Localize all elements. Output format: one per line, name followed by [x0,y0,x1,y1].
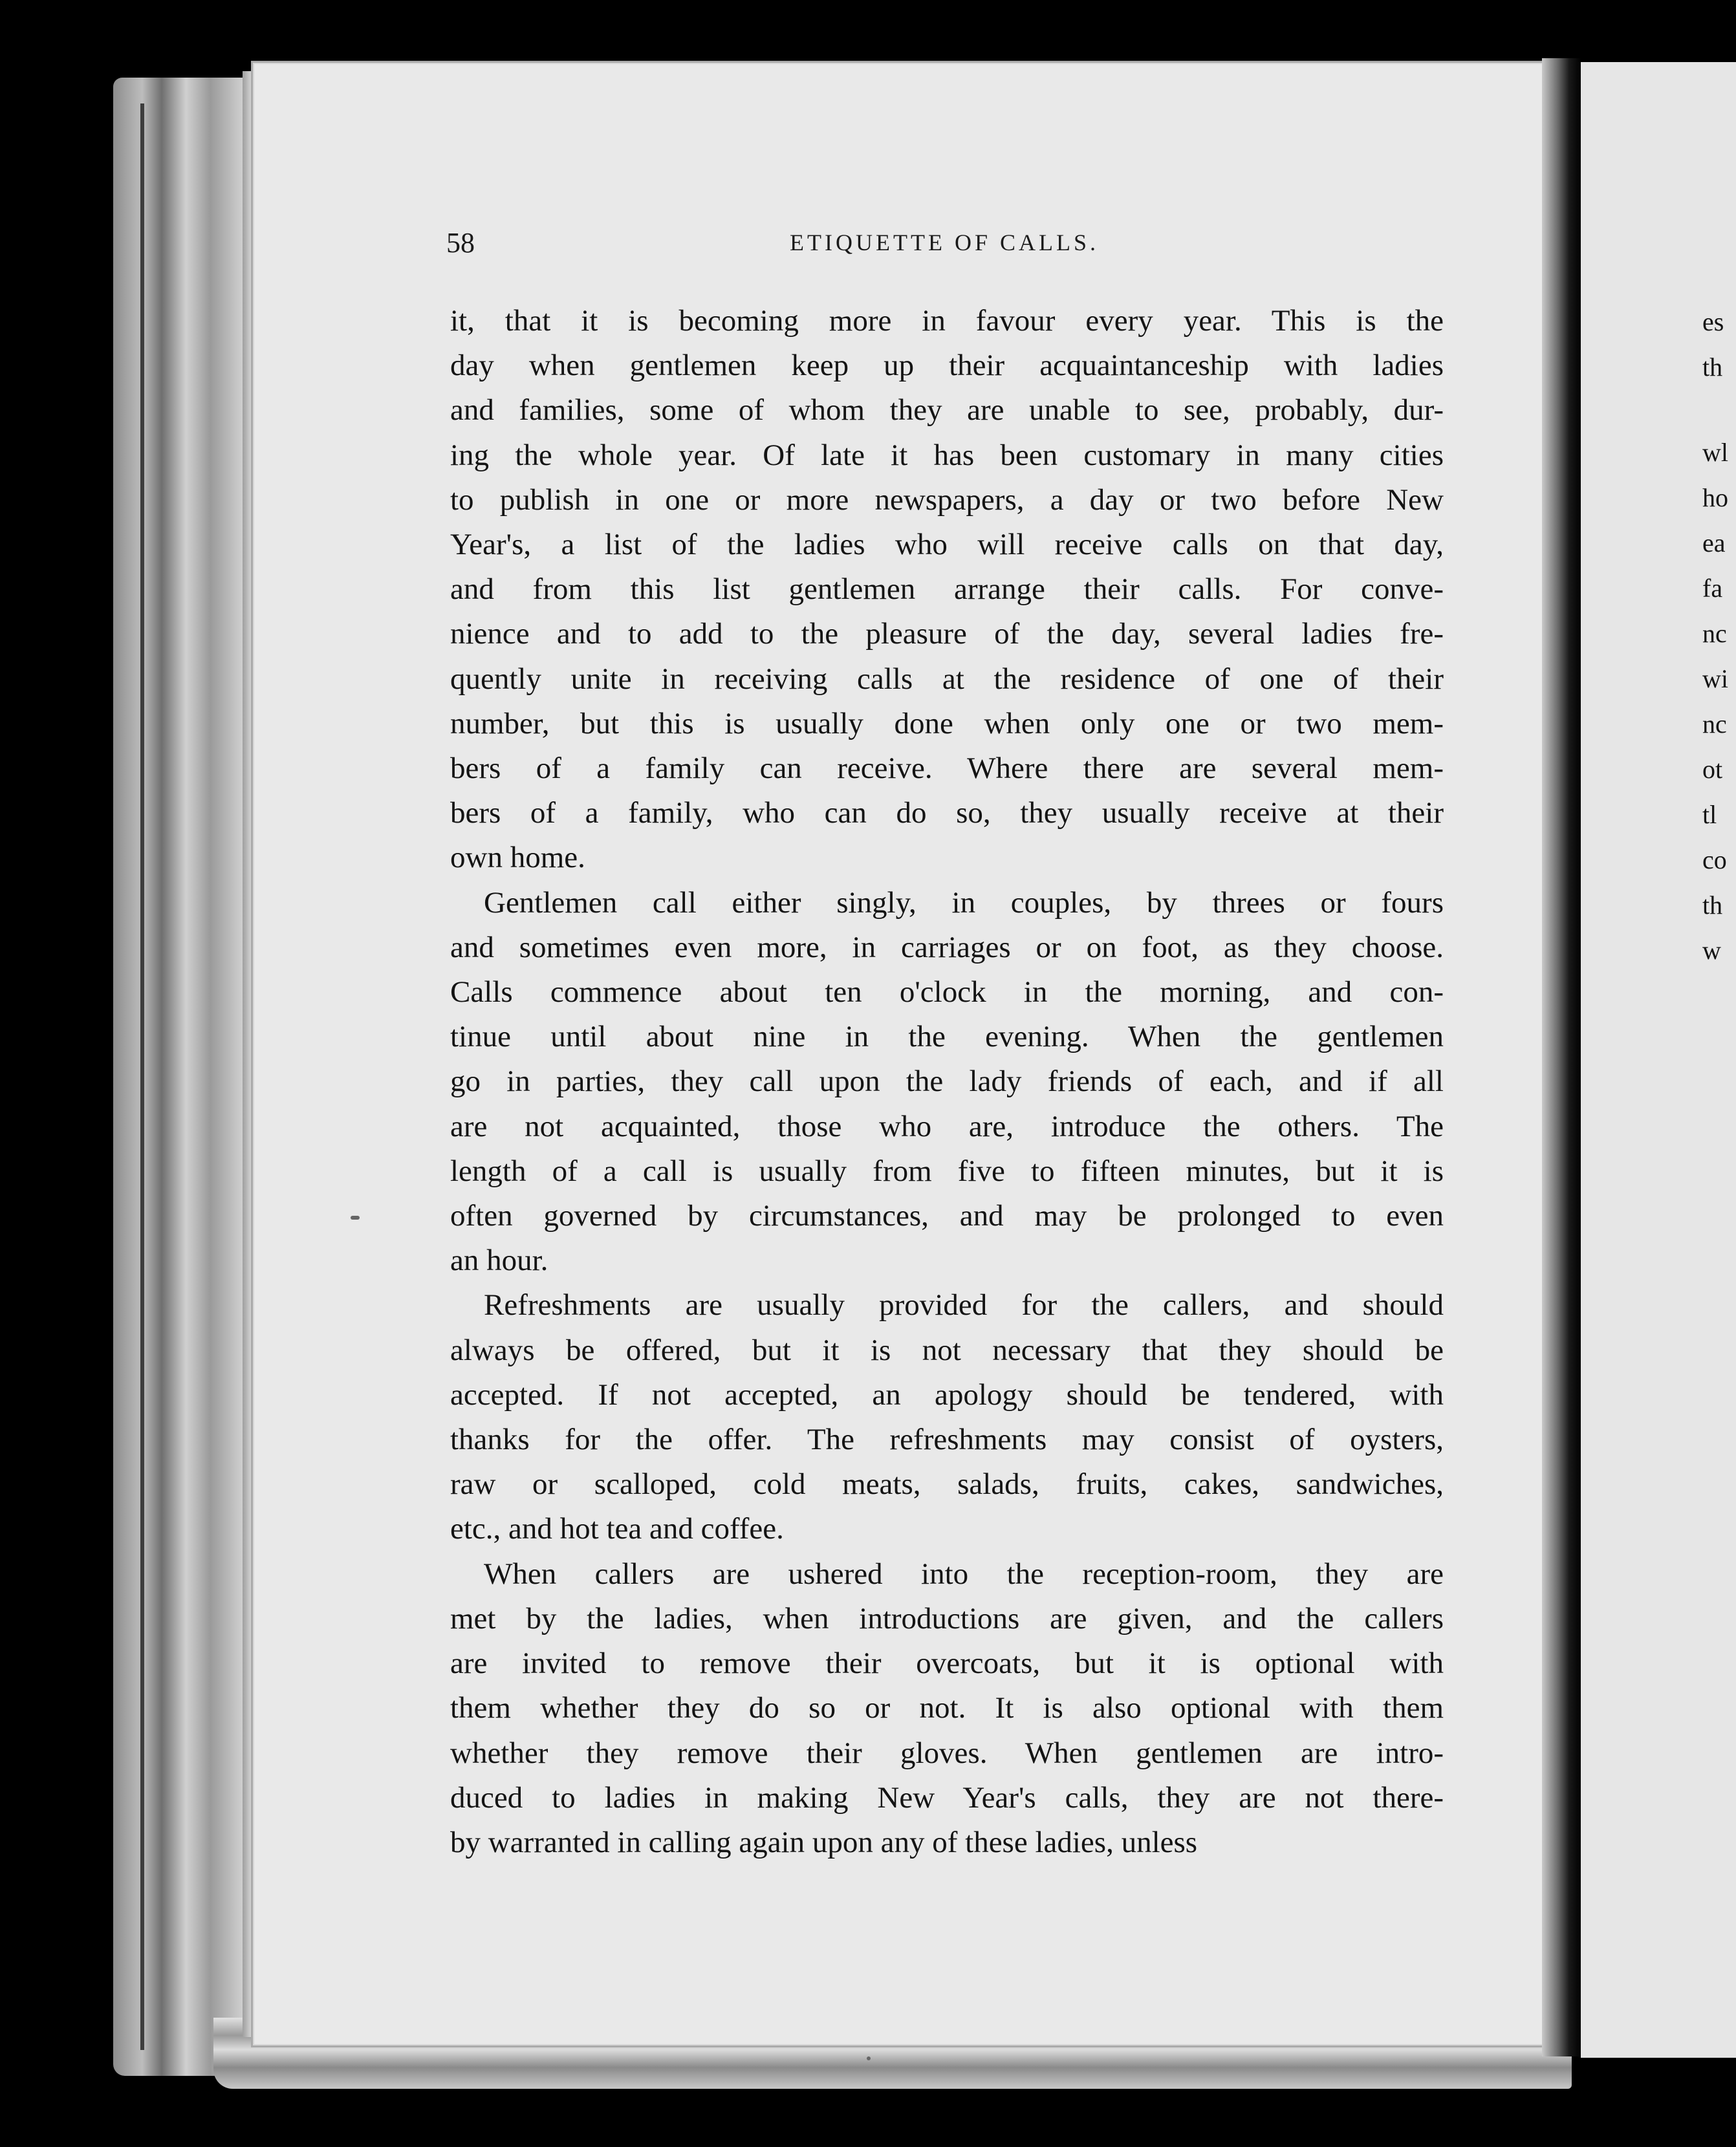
book-gutter [1542,58,1581,2056]
text-line: bers of a family, who can do so, they usually receive at their [450,796,1444,830]
running-head [446,226,1442,259]
text-line: number, but this is usually done when only one or two mem- [450,706,1444,740]
text-line: whether they remove their gloves. When gentlemen are intro- [450,1736,1444,1770]
text-line: an hour. [450,1244,548,1278]
paragraph [450,1283,1444,1551]
facing-page-fragment: th [1702,890,1723,920]
text-line: thanks for the offer. The refreshments may consist of oysters, [450,1423,1444,1457]
facing-page-fragment: w [1702,936,1721,965]
facing-page-fragment: wi [1702,664,1728,693]
text-line: accepted. If not accepted, an apology should be tendered, with [450,1377,1444,1412]
text-line: ing the whole year. Of late it has been customary in many cities [450,438,1444,472]
text-line: are invited to remove their overcoats, but it is optional with [450,1646,1444,1681]
text-line: nience and to add to the pleasure of the day, several ladies fre- [450,617,1444,651]
text-line: bers of a family can receive. Where there are several mem- [450,751,1444,786]
text-line: When callers are ushered into the reception-room, they are [484,1557,1444,1591]
text-line: and sometimes even more, in carriages or on foot, as they choose. [450,930,1444,964]
facing-page-fragment: fa [1702,574,1723,603]
facing-page-fragment: ho [1702,483,1728,512]
text-line: them whether they do so or not. It is also optional with them [450,1691,1444,1725]
text-line: Year's, a list of the ladies who will receive calls on that day, [450,528,1444,562]
facing-page-fragment: ot [1702,755,1723,784]
body-text [450,299,1444,1865]
facing-page-fragment: tl [1702,800,1717,829]
facing-page-fragment: nc [1702,619,1727,648]
text-line: by warranted in calling again upon any of these ladies, unless [450,1825,1198,1859]
text-line: met by the ladies, when introductions are given, and the callers [450,1601,1444,1635]
facing-page-fragment: co [1702,845,1727,874]
text-line: length of a call is usually from five to fifteen minutes, but it is [450,1154,1444,1188]
facing-page-fragment: nc [1702,709,1727,739]
text-line: to publish in one or more newspapers, a day or two before New [450,482,1444,517]
text-line: duced to ladies in making New Year's calls, they are not there- [450,1780,1444,1815]
facing-page-fragment: wl [1702,438,1728,467]
facing-page-fragment: es [1702,307,1724,336]
paragraph [450,881,1444,1284]
text-line: it, that it is becoming more in favour every year. This is the [450,304,1444,338]
text-line: go in parties, they call upon the lady friends of each, and if all [450,1064,1444,1099]
text-line: and families, some of whom they are unable to see, probably, dur- [450,393,1444,427]
text-line: are not acquainted, those who are, introduce the others. The [450,1109,1444,1143]
text-line: day when gentlemen keep up their acquaintanceship with ladies [450,349,1444,383]
text-line: and from this list gentlemen arrange their calls. For conve- [450,572,1444,607]
facing-page-fragment: th [1702,352,1723,382]
scan-speck [867,2056,871,2060]
text-line: always be offered, but it is not necessary that they should be [450,1333,1444,1367]
text-line: tinue until about nine in the evening. When the gentlemen [450,1020,1444,1054]
text-line: Refreshments are usually provided for the callers, and should [484,1288,1444,1322]
chapter-title: ETIQUETTE OF CALLS. [790,230,1099,255]
paragraph [450,1552,1444,1865]
page-number: 58 [446,227,475,259]
text-line: etc., and hot tea and coffee. [450,1512,784,1546]
text-line: Gentlemen call either singly, in couples, by threes or fours [484,885,1444,920]
text-line: quently unite in receiving calls at the residence of one of their [450,662,1444,696]
scan-speck [351,1216,360,1220]
text-line: often governed by circumstances, and may be prolonged to even [450,1199,1444,1233]
paragraph [450,299,1444,881]
facing-page-fragment: ea [1702,528,1726,557]
text-line: raw or scalloped, cold meats, salads, fruits, cakes, sandwiches, [450,1467,1444,1502]
text-line: Calls commence about ten o'clock in the morning, and con- [450,975,1444,1009]
text-line: own home. [450,841,585,875]
